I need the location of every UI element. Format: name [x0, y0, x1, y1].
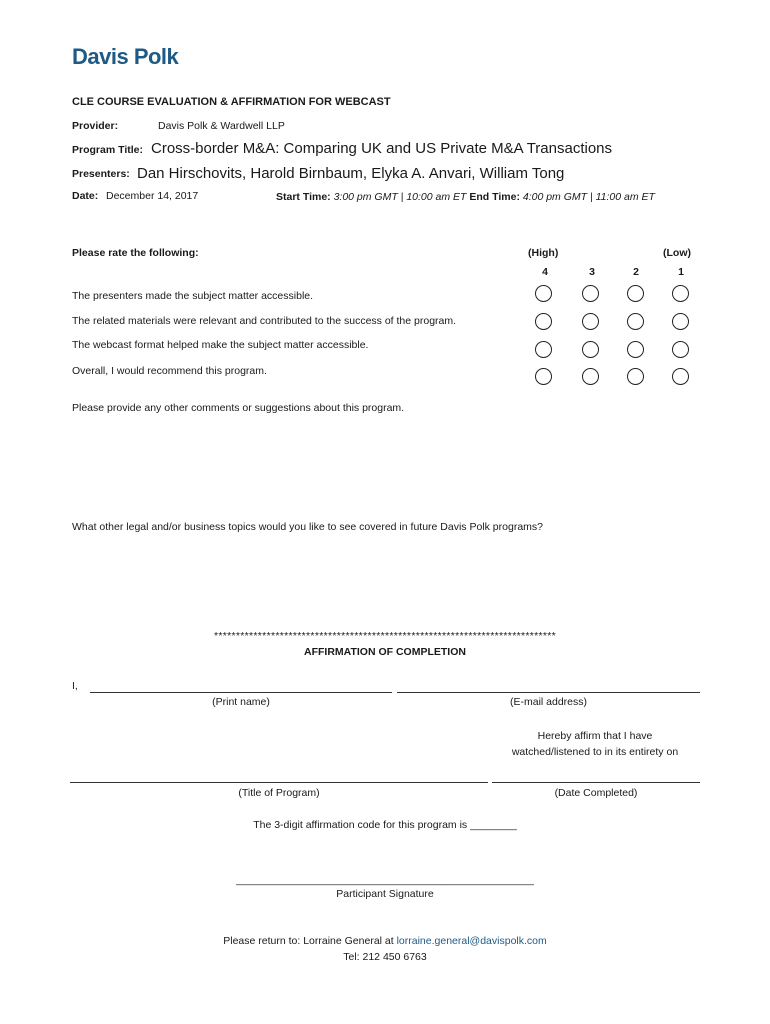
rating-low-label: (Low) — [663, 247, 691, 259]
signature-line[interactable]: ___________________________________________________ — [236, 874, 534, 886]
provider-label: Provider: — [72, 120, 119, 132]
q4-radio-2[interactable] — [627, 368, 644, 385]
title-of-program-caption: (Title of Program) — [238, 787, 320, 799]
end-time-value: 4:00 pm GMT | 11:00 am ET — [522, 191, 655, 203]
return-prefix: Please return to: Lorraine General at — [223, 935, 397, 947]
date-value: December 14, 2017 — [106, 190, 199, 202]
return-tel: Tel: 212 450 6763 — [343, 951, 427, 963]
q4-radio-4[interactable] — [535, 368, 552, 385]
email-line[interactable] — [397, 692, 700, 693]
q2-radio-2[interactable] — [627, 313, 644, 330]
scale-2: 2 — [633, 266, 639, 278]
print-name-line[interactable] — [90, 692, 392, 693]
question-4: Overall, I would recommend this program. — [72, 365, 267, 377]
email-caption: (E-mail address) — [509, 696, 588, 708]
program-title-value: Cross-border M&A: Comparing UK and US Private M&A Transactions — [151, 140, 613, 157]
date-completed-caption: (Date Completed) — [554, 787, 638, 799]
return-line — [0, 935, 770, 947]
title-of-program-line[interactable] — [70, 782, 488, 783]
scale-3: 3 — [589, 266, 595, 278]
scale-4: 4 — [542, 266, 548, 278]
provider-value: Davis Polk & Wardwell LLP — [158, 120, 285, 132]
q4-radio-1[interactable] — [672, 368, 689, 385]
separator-asterisks: ****************************************************************************** — [213, 630, 557, 642]
q2-radio-1[interactable] — [672, 313, 689, 330]
comments-area[interactable] — [72, 420, 698, 510]
q4-radio-3[interactable] — [582, 368, 599, 385]
question-3: The webcast format helped make the subject matter accessible. — [72, 339, 369, 351]
q3-radio-1[interactable] — [672, 341, 689, 358]
comments-prompt: Please provide any other comments or suggestions about this program. — [72, 402, 405, 414]
program-title-label: Program Title: — [72, 144, 143, 156]
q1-radio-4[interactable] — [535, 285, 552, 302]
rating-heading: Please rate the following: — [72, 247, 199, 259]
affirmation-heading: AFFIRMATION OF COMPLETION — [304, 646, 466, 658]
q3-radio-3[interactable] — [582, 341, 599, 358]
q3-radio-2[interactable] — [627, 341, 644, 358]
signature-caption: Participant Signature — [336, 888, 434, 900]
date-label: Date: — [72, 190, 99, 202]
i-label: I, — [72, 680, 78, 692]
q3-radio-4[interactable] — [535, 341, 552, 358]
print-name-caption: (Print name) — [212, 696, 270, 708]
q2-radio-4[interactable] — [535, 313, 552, 330]
q1-radio-2[interactable] — [627, 285, 644, 302]
scale-1: 1 — [678, 266, 684, 278]
form-title: CLE COURSE EVALUATION & AFFIRMATION FOR WEBCAST — [72, 96, 391, 108]
q1-radio-1[interactable] — [672, 285, 689, 302]
end-time-label: End Time: — [469, 191, 520, 203]
affirmation-code-text: The 3-digit affirmation code for this program is ________ — [253, 819, 517, 831]
rating-high-label: (High) — [528, 247, 559, 259]
date-completed-line[interactable] — [492, 782, 700, 783]
q1-radio-3[interactable] — [582, 285, 599, 302]
time-line — [276, 191, 655, 203]
topics-area[interactable] — [72, 540, 698, 620]
affirm-text-1: Hereby affirm that I have — [537, 730, 653, 742]
affirm-text-2: watched/listened to in its entirety on — [511, 746, 679, 758]
start-time-label: Start Time: — [276, 191, 331, 203]
presenters-label: Presenters: — [72, 168, 130, 180]
question-2: The related materials were relevant and contributed to the success of the program. — [72, 315, 457, 327]
topics-prompt: What other legal and/or business topics would you like to see covered in future Davis Polk programs? — [72, 521, 543, 533]
presenters-value: Dan Hirschovits, Harold Birnbaum, Elyka A. Anvari, William Tong — [137, 165, 565, 182]
davis-polk-logo: Davis Polk — [72, 44, 179, 69]
start-time-value: 3:00 pm GMT | 10:00 am ET — [333, 191, 467, 203]
return-email-link[interactable]: lorraine.general@davispolk.com — [396, 935, 547, 947]
question-1: The presenters made the subject matter accessible. — [72, 290, 314, 302]
q2-radio-3[interactable] — [582, 313, 599, 330]
